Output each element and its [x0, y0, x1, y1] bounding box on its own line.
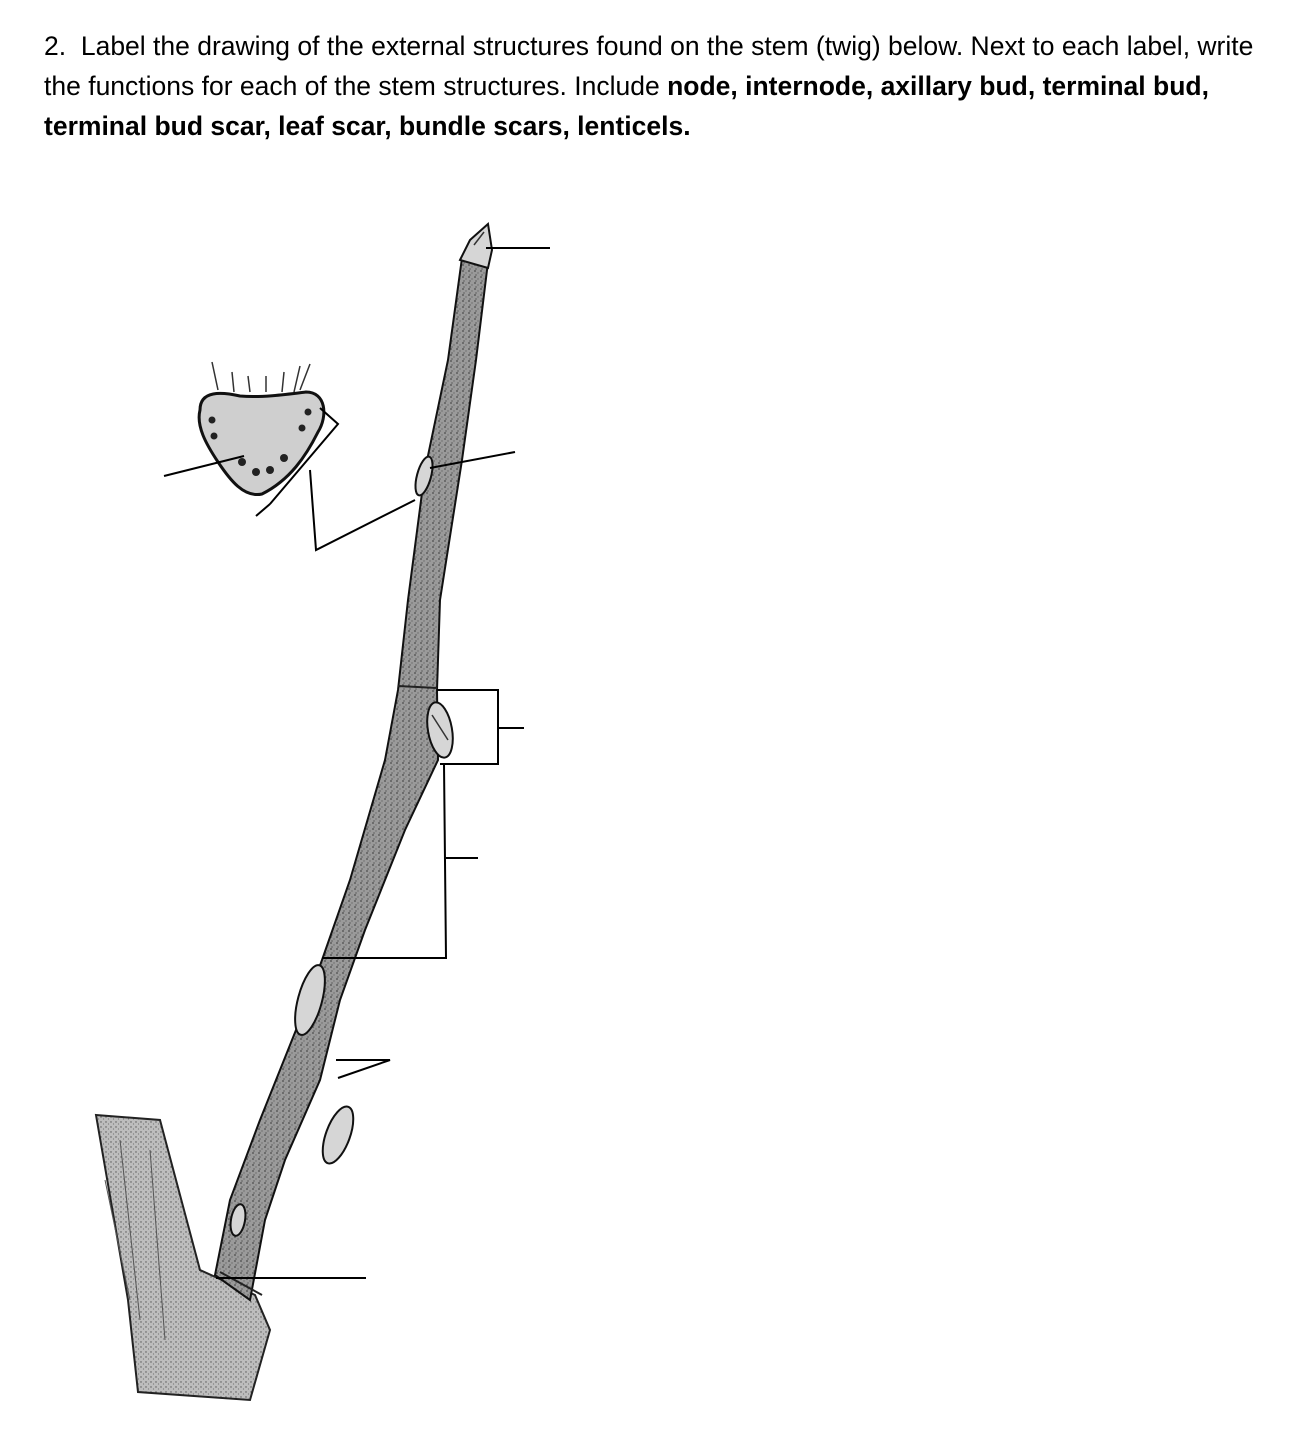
terminal-bud	[460, 224, 492, 268]
label-line-lenticel	[336, 1060, 390, 1078]
label-line-leaf-scar	[310, 470, 415, 550]
leaf-scar-inset	[199, 362, 324, 495]
question-instructions: Label the drawing of the external structures found on the stem (twig) below. Next to each label, write the functions for each of the stem structures. Include	[44, 31, 1254, 101]
question-number: 2.	[44, 31, 67, 61]
question-terms: node, internode, axillary bud, terminal bud, terminal bud scar, leaf scar, bundle scars, lenticels.	[44, 71, 1209, 141]
